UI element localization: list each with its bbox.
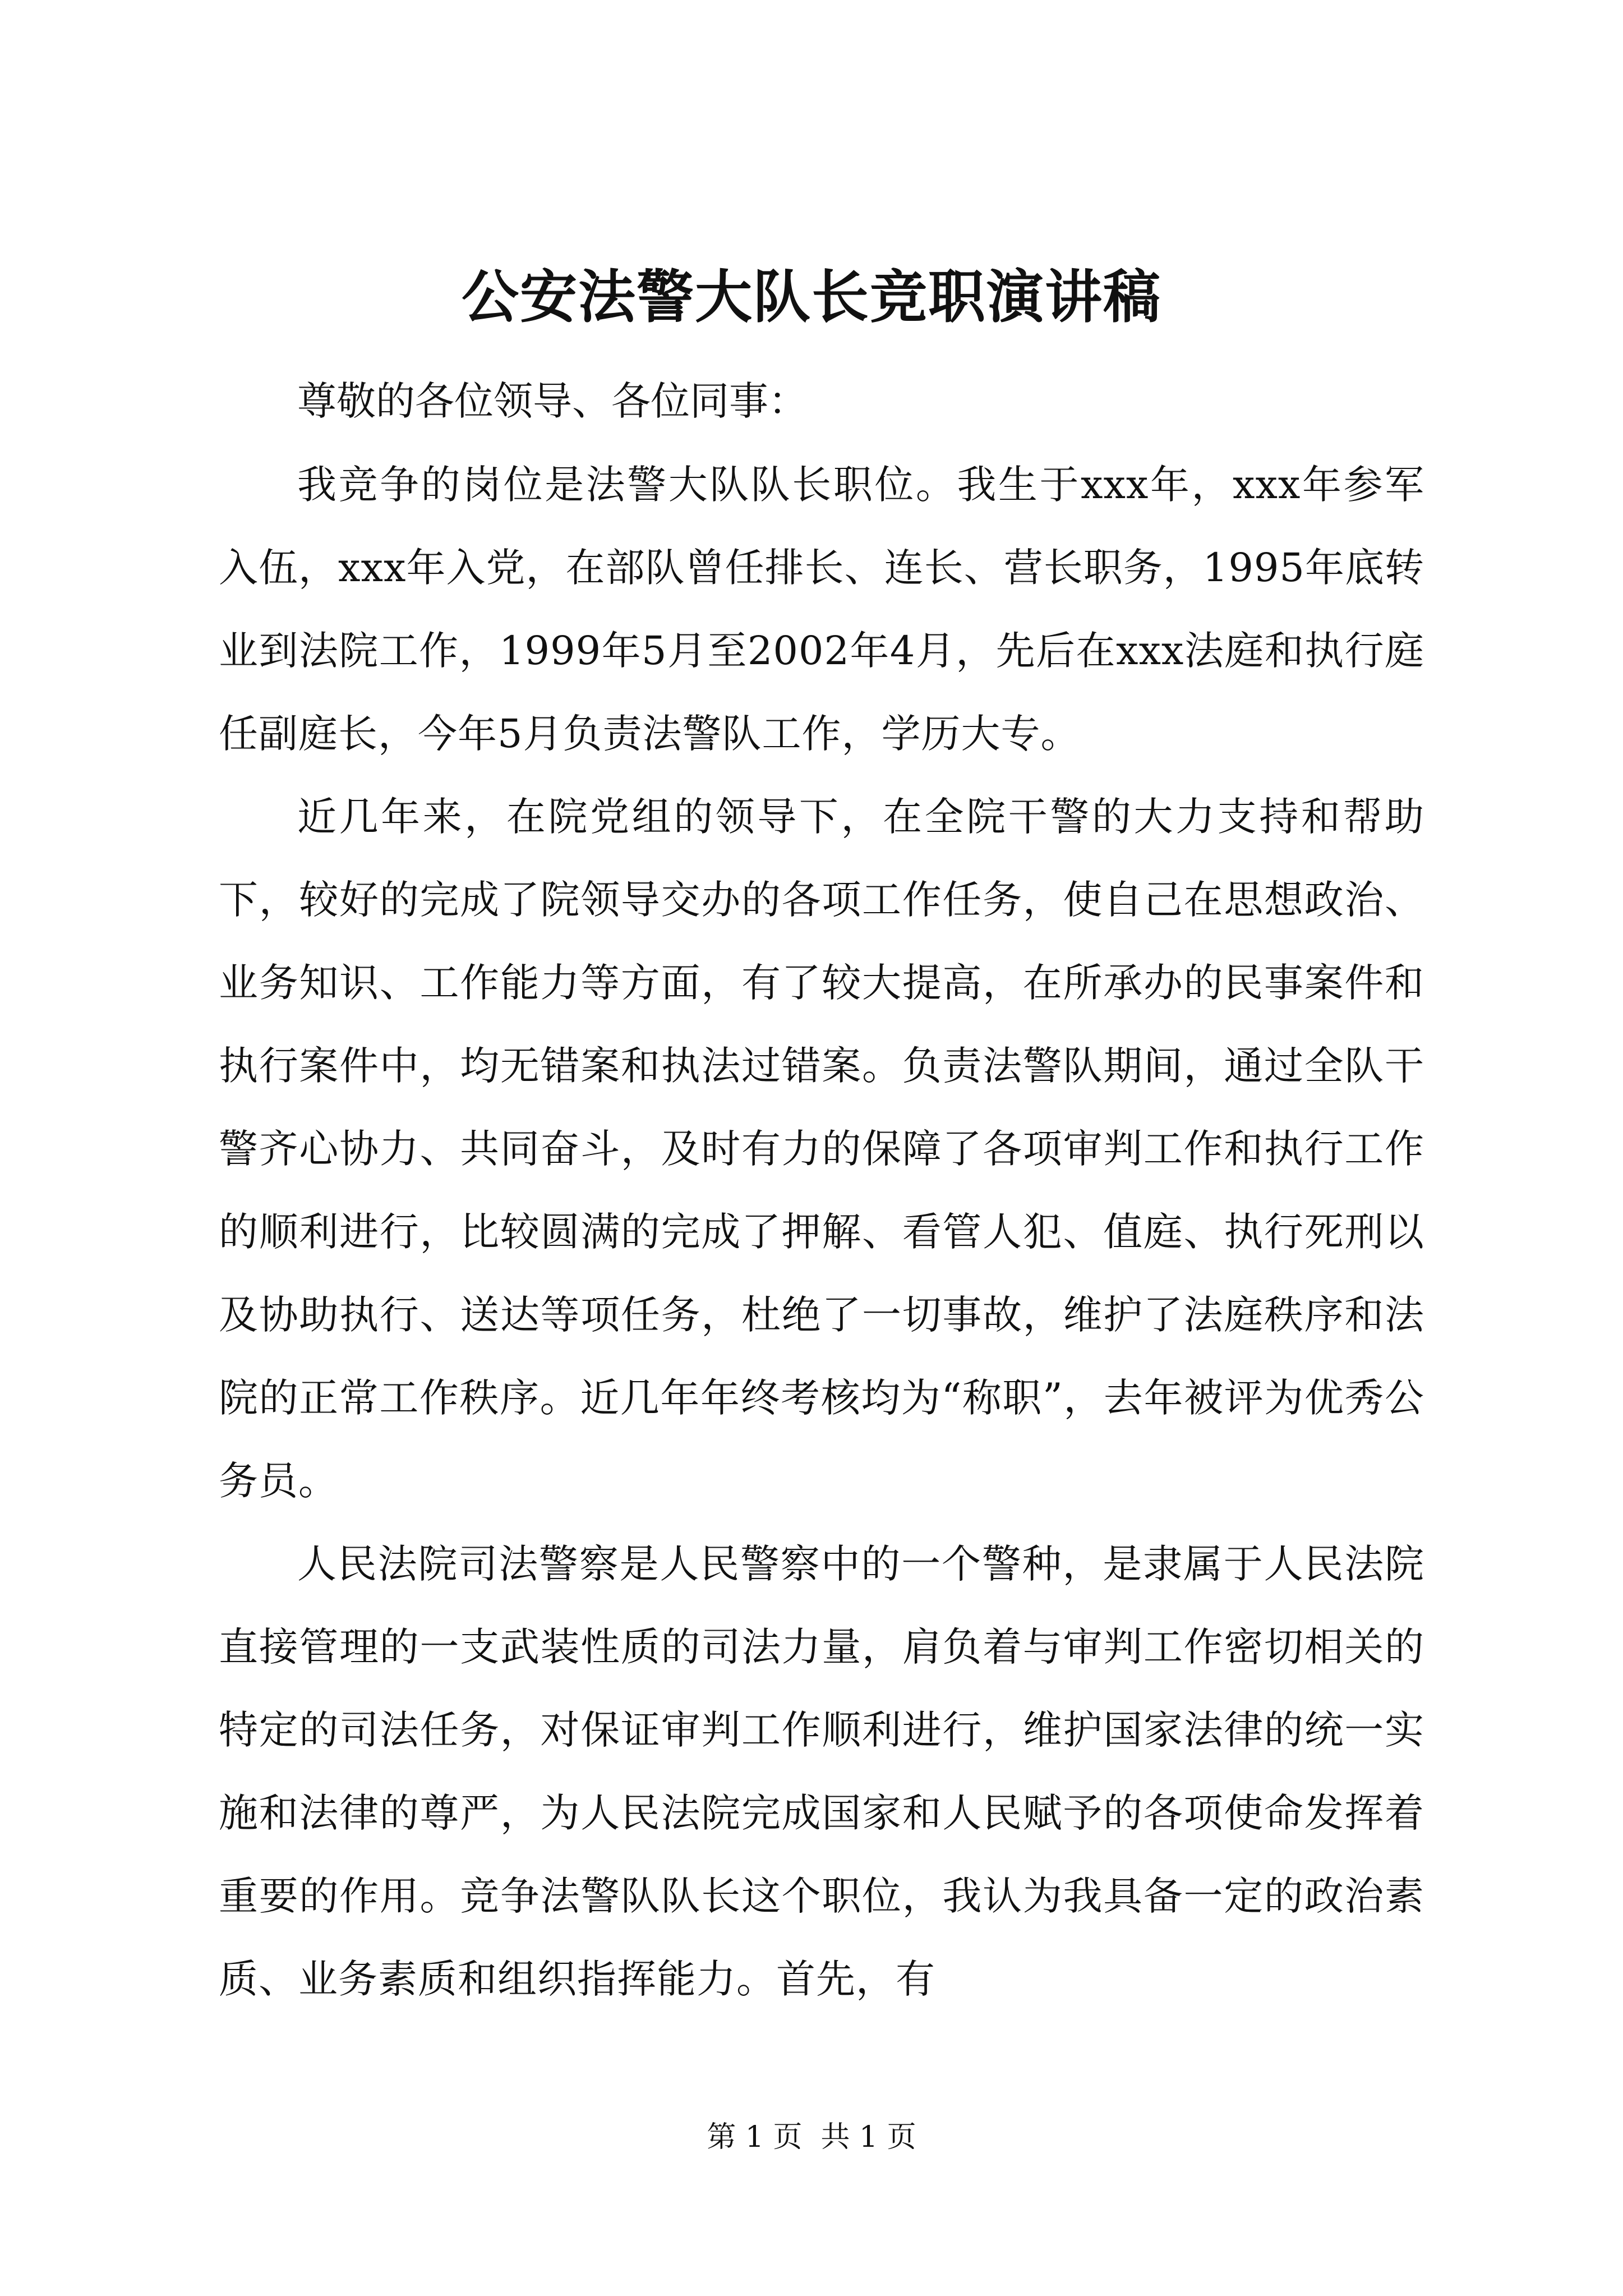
- paragraph-1: 我竞争的岗位是法警大队队长职位。我生于xxx年，xxx年参军入伍，xxx年入党，在部队曾任排长、连长、营长职务，1995年底转业到法院工作，1999年5月至2002年4月，先后在xxx法庭和执行庭任副庭长，今年5月负责法警队工作，学历大专。: [219, 462, 1424, 757]
- paragraph-2: 近几年来，在院党组的领导下，在全院干警的大力支持和帮助下，较好的完成了院领导交办的各项工作任务，使自己在思想政治、业务知识、工作能力等方面，有了较大提高，在所承办的民事案件和执行案件中，均无错案和执法过错案。负责法警队期间，通过全队干警齐心协力、共同奋斗，及时有力的保障了各项审判工作和执行工作的顺利进行，比较圆满的完成了押解、看管人犯、值庭、执行死刑以及协助执行、送达等项任务，杜绝了一切事故，维护了法庭秩序和法院的正常工作秩序。近几年年终考核均为“称职”，去年被评为优秀公务员。: [219, 794, 1424, 1504]
- document-title: 公安法警大队长竞职演讲稿: [462, 264, 1161, 331]
- salutation: 尊敬的各位领导、各位同事：: [297, 378, 808, 424]
- document-body: [219, 359, 1424, 2021]
- page-number: 第 1 页 共 1 页: [707, 2120, 916, 2154]
- page-footer: [0, 2115, 1623, 2160]
- paragraph-3: 人民法院司法警察是人民警察中的一个警种，是隶属于人民法院直接管理的一支武装性质的司法力量，肩负着与审判工作密切相关的特定的司法任务，对保证审判工作顺利进行，维护国家法律的统一实施和法律的尊严，为人民法院完成国家和人民赋予的各项使命发挥着重要的作用。竞争法警队队长这个职位，我认为我具备一定的政治素质、业务素质和组织指挥能力。首先，有: [219, 1541, 1424, 2002]
